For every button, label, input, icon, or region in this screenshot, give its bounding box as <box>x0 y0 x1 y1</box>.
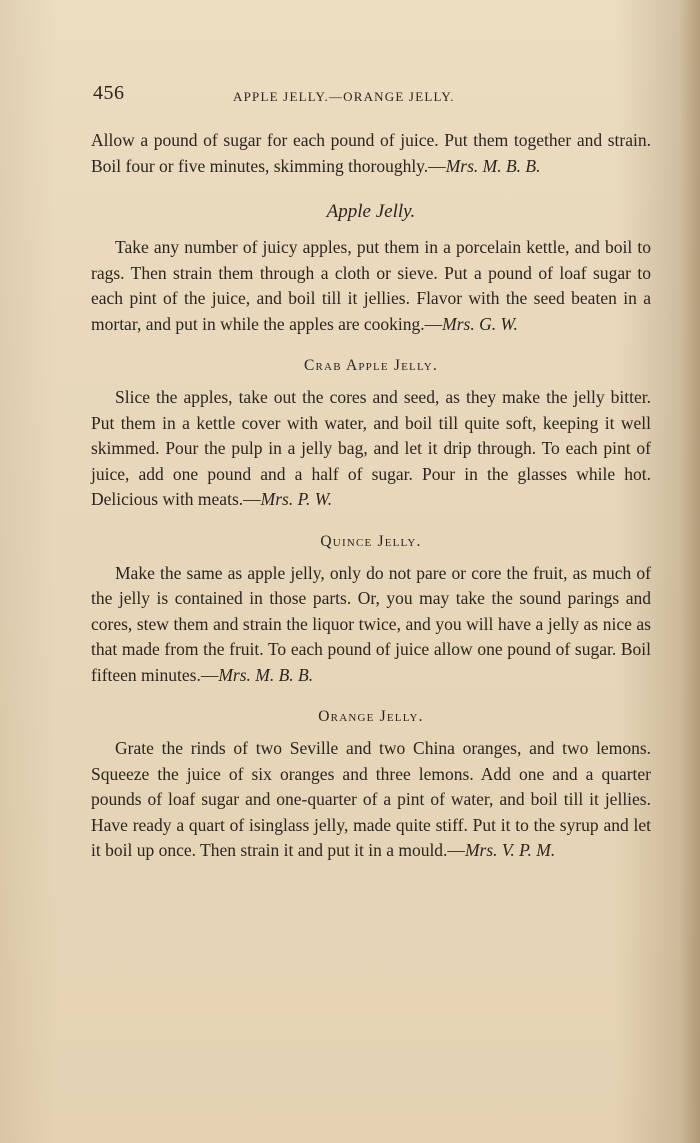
intro-signature: Mrs. M. B. B. <box>445 155 541 176</box>
apple-jelly-signature: Mrs. G. W. <box>442 313 518 334</box>
quince-jelly-text: Make the same as apple jelly, only do not pare or core the fruit, as much of the jelly is contained in those parts. Or, you may take the sound parings and cores, stew them and strain the liquor twice, and you will have a jelly as nice as that made from the fruit. To each pound of juice allow one pound of sugar. Boil fifteen minutes.— <box>91 562 651 685</box>
orange-jelly-paragraph <box>91 736 651 864</box>
crab-apple-jelly-paragraph <box>91 385 651 513</box>
orange-jelly-text: Grate the rinds of two Seville and two China oranges, and two lemons. Squeeze the juice of six oranges and three lemons. Add one and a quarter pounds of loaf sugar and one-quarter of a pint of water, and boil till it jellies. Have ready a quart of isinglass jelly, made quite stiff. Put it to the syrup and let it boil up once. Then strain it and put it in a mould.— <box>91 738 651 860</box>
page-header <box>93 82 638 112</box>
apple-jelly-text: Take any number of juicy apples, put them in a porcelain kettle, and boil to rags. Then strain them through a cloth or sieve. Put a pound of loaf sugar to each pint of the juice, and boil till it jellies. Flavor with the seed beaten in a mortar, and put in while the apples are cooking.— <box>91 237 651 334</box>
crab-apple-jelly-text: Slice the apples, take out the cores and seed, as they make the jelly bitter. Put them in a kettle cover with water, and boil till quite soft, keeping it well skimmed. Pour the pulp in a jelly bag, and let it drip through. To each pint of juice, add one pound and a half of sugar. Pour in the glasses while hot. Delicious with meats.— <box>91 387 651 509</box>
quince-jelly-paragraph <box>91 561 651 689</box>
orange-jelly-heading: Orange Jelly. <box>318 708 424 725</box>
apple-jelly-heading: Apple Jelly. <box>326 201 416 222</box>
intro-paragraph <box>91 128 651 179</box>
intro-text: Allow a pound of sugar for each pound of juice. Put them together and strain. Boil four or five minutes, skimming thoroughly.— <box>91 130 651 176</box>
quince-jelly-heading: Quince Jelly. <box>320 532 422 550</box>
page-edge-shadow <box>680 0 700 1143</box>
apple-jelly-paragraph <box>91 235 651 337</box>
crab-apple-jelly-heading: Crab Apple Jelly. <box>303 357 439 374</box>
quince-jelly-signature: Mrs. M. B. B. <box>218 664 314 685</box>
page-number: 456 <box>93 82 125 104</box>
running-head: APPLE JELLY.—ORANGE JELLY. <box>233 89 455 104</box>
crab-apple-jelly-signature: Mrs. P. W. <box>260 489 333 509</box>
page-body <box>91 128 651 864</box>
orange-jelly-signature: Mrs. V. P. M. <box>464 840 556 860</box>
